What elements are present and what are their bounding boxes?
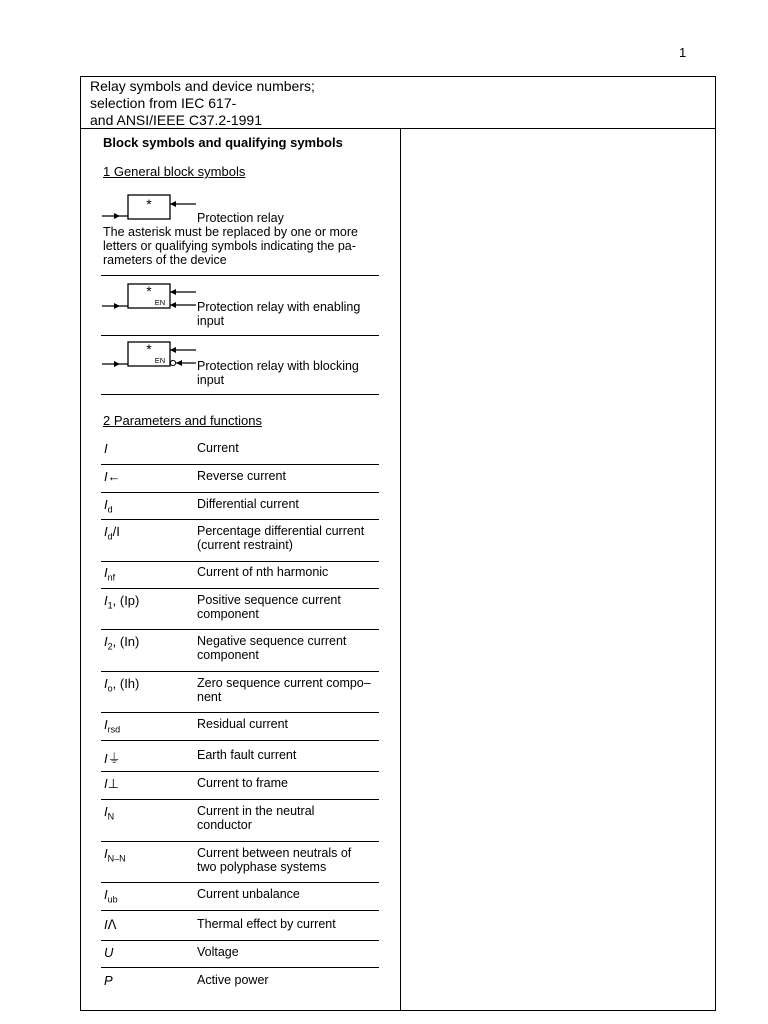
header-line-1: Relay symbols and device numbers; — [90, 78, 315, 94]
row-divider — [101, 492, 379, 493]
param-symbol: $I_2$, (In) — [104, 634, 140, 652]
row-divider — [101, 940, 379, 941]
param-description: Current — [197, 441, 239, 455]
param-symbol: $I_{rsd}$ — [104, 717, 121, 735]
param-description: Current unbalance — [197, 887, 300, 901]
note-line-2: letters or qualifying symbols indicating the pa- — [103, 239, 356, 253]
row-divider — [101, 464, 379, 465]
divider — [101, 275, 379, 276]
param-symbol: I← — [104, 469, 121, 484]
divider — [101, 394, 379, 395]
page-number: 1 — [679, 45, 687, 60]
relay-caption: Protection relay — [197, 211, 284, 225]
blocking-caption-2: input — [197, 373, 225, 387]
param-description: Current of nth harmonic — [197, 565, 329, 579]
protection-relay-symbol — [100, 193, 210, 227]
param-description: Negative sequence current component — [197, 634, 347, 662]
row-divider — [101, 519, 379, 520]
row-divider — [101, 967, 379, 968]
row-divider — [101, 910, 379, 911]
param-symbol: I⏚ — [104, 751, 121, 766]
row-divider — [101, 740, 379, 741]
relay-blocking-symbol — [100, 340, 210, 374]
en-label: EN — [154, 298, 166, 307]
note-line-1: The asterisk must be replaced by one or more — [103, 225, 358, 239]
param-description: Earth fault current — [197, 748, 297, 762]
asterisk-label: * — [146, 196, 152, 212]
parameters-heading: 2 Parameters and functions — [103, 413, 262, 428]
param-symbol: $I_{nf}$ — [104, 565, 116, 583]
param-description: Current to frame — [197, 776, 289, 790]
enabling-caption-1: Protection relay with enabling — [197, 300, 361, 314]
param-description: Positive sequence current component — [197, 593, 341, 621]
note-line-3: rameters of the device — [103, 253, 227, 267]
section-title: Block symbols and qualifying symbols — [103, 135, 343, 150]
enabling-caption-2: input — [197, 314, 225, 328]
param-description: Residual current — [197, 717, 289, 731]
en-label: EN — [154, 356, 166, 365]
header-line-2: selection from IEC 617- — [90, 95, 237, 111]
relay-enabling-symbol — [100, 282, 210, 316]
row-divider — [101, 588, 379, 589]
asterisk-label: * — [146, 283, 152, 299]
param-symbol: $I_d/I$ — [104, 524, 120, 542]
param-symbol: $I_o$, (Ih) — [104, 676, 140, 694]
row-divider — [101, 561, 379, 562]
param-symbol: $I_d$ — [104, 497, 113, 515]
row-divider — [101, 629, 379, 630]
row-divider — [101, 712, 379, 713]
param-description: Zero sequence current compo– nent — [197, 676, 371, 704]
param-symbol: U — [104, 945, 114, 960]
header-line-3: and ANSI/IEEE C37.2-1991 — [90, 112, 262, 128]
param-description: Thermal effect by current — [197, 917, 336, 931]
row-divider — [101, 799, 379, 800]
general-block-heading: 1 General block symbols — [103, 164, 246, 179]
row-divider — [101, 771, 379, 772]
param-description: Current between neutrals of two polyphase systems — [197, 846, 352, 874]
param-symbol: $I_N$ — [104, 804, 115, 822]
param-description: Reverse current — [197, 469, 286, 483]
param-description: Voltage — [197, 945, 239, 959]
param-symbol: I⊥ — [104, 776, 119, 791]
table-header — [80, 76, 716, 129]
param-description: Active power — [197, 973, 269, 987]
divider — [101, 335, 379, 336]
param-symbol: $I_{ub}$ — [104, 887, 118, 905]
param-symbol: $I_1$, (Ip) — [104, 593, 140, 611]
asterisk-label: * — [146, 341, 152, 357]
column-divider — [400, 129, 401, 1011]
row-divider — [101, 841, 379, 842]
param-symbol: I — [104, 441, 108, 456]
param-description: Current in the neutral conductor — [197, 804, 315, 832]
param-symbol: P — [104, 973, 113, 988]
param-description: Differential current — [197, 497, 299, 511]
row-divider — [101, 882, 379, 883]
row-divider — [101, 671, 379, 672]
param-description: Percentage differential current (current restraint) — [197, 524, 365, 552]
blocking-caption-1: Protection relay with blocking — [197, 359, 359, 373]
param-symbol: $I_{N-N}$ — [104, 846, 126, 864]
param-symbol: Iⴷ — [104, 917, 117, 932]
